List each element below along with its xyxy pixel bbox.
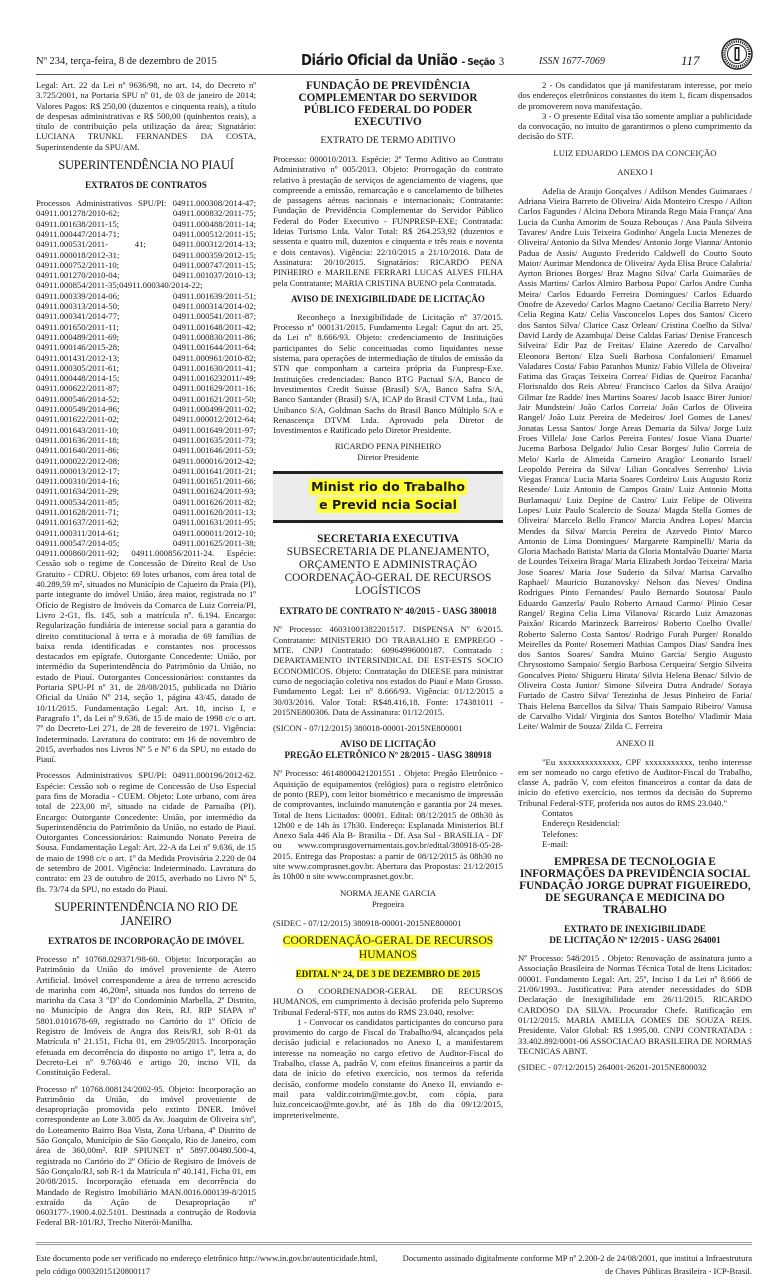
- subheading: ANEXO I: [617, 166, 653, 177]
- paragraph: Processo nº 10768.008124/2002-95. Objeto: Incorporação ao Patrimônio da União, do imóvel proveniente de desapropriação promovida pelo extinto DNER. Imóvel correspondente ao Lote 3.805 da Av. Joaquim de Oliveira s/nº, do Loteamento Bairro Boa Vista, Zona Urbana, 4º Distrito de São Gonçalo, Município de São Gonçalo, Rio de Janeiro, com área de 360,00m². RIP SPIUNET nº 5897.00480.500-4, registrada no Cartório do 2º Ofício de Registro de Imóveis de São Gonçalo/RJ, sob R-1 da Matrícula nº 40.141, Ficha 01, em 20/08/2015. Incorporação efetuada em decorrência do Mandado de Registro Imobiliário MAN.0016.000139-8/2015 extraído da Ação de Desapropriação nº 0603177-.1900.4.02.5101. Destinada a contrução de Rodovia Federal BR-101/RJ, Trecho Niterói-Manilha.: [36, 1083, 256, 1228]
- page-number: 117: [681, 53, 700, 68]
- names-list: Adelia de Araujo Gonçalves / Adilson Mendes Guimaraes / Adriana Vieira Barreto de Oliveira/ Aida Monteiro Crespo / Ailton Carlos Fagundes / Alcina Debora Miranda Rego Maia França/ Ana Lucia da Cunha Amorim de Souza Rebouças / Ana Paula Silveira Tavares/ Andre Luis Teixeira Godinho/ Angela Lucia Menezes de Oliveira/ Antonio da Silva Mendes/ Antonio Jorge Vianna/ Antonio Padua de Assis/ Augusto Frederido Caldwell do Coutto Souto Maior/ Aurimar Mendonca de Oliveira/ Ayda Elisa Bruce Calabria/ Ayrton Briones Borges/ Braz Magno Silva/ Carla Guimarães de Assis Martins/ Carlos Almiro Barbosa Pupo/ Carlos Andre Cunha Meira/ Carlos Eduardo Ferreira Domingues/ Carlos Eduardo Onofre de Azevedo/ Carlos Magno Caetano/ Cecilia Barreto Nery/ Celia Regina Katz/ Celia Vasconcelos Lopes dos Santos/ Cicero dos Santos Silva/ Clarice Casz Orlean/ Cristina Coelho da Silva/ David Lardy de Azambuja/ Deise Caldas Farias/ Denise Francesch Silveira/ Edir Paz de Freitas/ Elaine Azeredo de Carvalho/ Eleonora Berton/ Elza Sueli Barbosa Confalonieri/ Emanuel Valadares Costa/ Fabio Paranhos Muniz/ Fabio Villela de Oliveira/ Fatima das Graças Teixeira Correa/ Fidias de Queiroz Facanha/ Florisnaldo dos Reis Abreu/ Francisco Carlos da Silva Araújo/ Gilmar Ize Radde/ Ines Martins Soares/ Jacob Isaacc Birer Junior/ Jair Mundstein/ João Carlos Correia/ João Carlos de Oliveira Rangel/ João Luiz Pereira de Medeiros/ Joel Gomes de Lanes/ Jonatas Lessa Santos/ Jorge Areas Demaria da Silva/ Jorge Luiz Froes Villela/ Jose Carlos Pereira Fontes/ Josue Viana Duarte/ Jucema Barbosa Delgado/ Julio Cesar Borges/ Julio Correia de Melo/ Karla de Almeida Carneiro Aragão/ Leonardo Israel/ Leopoldo Pereira da Silva/ Lilian Goncalves Serrenho/ Livia Viegas Franca/ Lucia Maria Soares Cordeiro/ Luis Augusto Roriz Resende/ Luiz Antonio de Campos Grain/ Luiz Antonio Motta Burlamaqui/ Luiz Depine de Castro/ Luiz Felipe de Oliveira Lopes/ Luiz Paulo Scalercio de Souza/ Magda Stella Gomes de Oliveira/ Marcelo Bello Franco/ Marcia Andrea Lopes/ Marcia Mendes da Silva/ Marcia Pereira de Azevedo Pinto/ Marco Antonio de Lima Domingues/ Margarete Rampinelli/ Maria da Gloria Machado Batista/ Maria da Gloria Montalvão Duarte/ Maria de Lourdes Teixeira Braga/ Maria Elizabeth Jordao Teixeira/ Maria Jose Soares/ Maria Jose Suderio da Silva/ Marisa Carvalho Raphael/ Mauricio Buzanovsky/ Nelson das Neves/ Ondina Rodrigues Pinto Fernandes/ Paulo Bernardo Soutosa/ Paulo Eduardo Ganzerla/ Paulo Roberto Arnaud Carmo/ Plinio Cesar Rangel/ Regina Celia Lima Vilanova/ Ricardo Luiz Amazonas Paixão/ Ricardo Marinzeck Barreiros/ Roberto Coelho Ovalle/ Roberto Salerno Costa Santos/ Rodrigo Furah Purger/ Ronaldo Meirelles da Ponte/ Rosemeri Mathias Campos Dias/ Sandra Ines dos Santos Soares/ Sandra Muino Garcia/ Sergio Augusto Chrysostomo Sampaio/ Sergio Barbosa Cerqueira/ Sergio Silveira Goncalves Pinto/ Shigueru Hirata/ Silvia Helena Benac/ Silvio de Oliveira Costa Junior/ Simone Silveira Dutra Andrade/ Soraya Furtado de Castro Silva/ Terezinha de Jesus Pinheiro de Faria/ Thais Helena Barcellos da Silva/ Thais Sampaio Ribeiro/ Vanusa de Carvalho Vidal/ Virginia dos Santos Botelho/ Vladimir Maia Leite/ Walmir de Souza/ Zilda C. Ferreira: [518, 185, 753, 732]
- footer-signature-notice: Documento assinado digitalmente conforme MP nº 2.200-2 de 24/08/2001, que institui a Infraestrutura de Chaves Públicas Brasileira - ICP-Brasil.: [402, 1252, 752, 1276]
- contact-line: Endereço Residencial:: [542, 818, 620, 829]
- contact-line: Contatos: [542, 808, 573, 818]
- signer-name: LUIZ EDUARDO LEMOS DA CONCEIÇÃO: [553, 147, 717, 158]
- page-header: [36, 50, 752, 72]
- paragraph: O COORDENADOR-GERAL DE RECURSOS HUMANOS, em cumprimento à decisão proferida pelo Supremo Tribunal Federal-STF, nos autos do RMS 23.040, resolve:: [273, 985, 503, 1017]
- paragraph: "Eu xxxxxxxxxxxxxx, CPF xxxxxxxxxxx, tenho interesse em ser nomeado no cargo efetivo de Auditor-Fiscal do Trabalho, classe A, padrão V, com efeitos financeiros a contar da data de início do efetivo exercício, nos termos da decisão do Supremo Tribunal Federal-STF, proferida nos autos do RMS 23.040.": [518, 756, 752, 808]
- footer-verification: Este documento pode ser verificado no endereço eletrônico http://www.in.gov.br/autenticidade.html, pelo código 00032015120800117: [36, 1252, 378, 1276]
- paragraph: Nº Processo: 548/2015 . Objeto: Renovação de assinatura junto a Associação Brasileira de Normas Técnica Total de Itens Licitados: 00001. Fundamento Legal: Art. 25º, Inciso I da Lei nº 8.666 de 21/06/1993.. Justificativa: Para atender necessidades do SDB Declaração de Inexigibilidade em 26/11/2015. RICARDO CARDOSO DA SILVA. Procurador Chefe. Ratificação em 01/12/2015. MARIA AMELIA GOMES DE SOUZA REIS. Presidente. Valor Global: R$ 1.995,00. CNPJ CONTRATADA : 33.402.892/0001-06 ASSOCIACAO BRASILEIRA DE NORMAS TECNICAS ABNT.: [518, 953, 752, 1056]
- paragraph: 1 - Convocar os candidatos participantes do concurso para provimento do cargo de Fiscal do Trabalho/94, alcançados pela decisão judicial e relacionados no Anexo I, a manifestarem interesse na nomeação no cargo efetivo de Auditor-Fiscal do Trabalho, classe A, padrão V, com efeitos financeiros a partir da data de início do efetivo exercício, nos termos da referida decisão, conforme modelo constante do Anexo II, enviando e-mail para valdir.cotrim@mte.gov.br, com cópia, para luiz.conceicao@mte.gov.br, até às 18h do dia 09/12/2015, impreterivelmente.: [273, 1016, 503, 1120]
- paragraph: Nº Processo: 46031001382201517. DISPENSA Nº 6/2015. Contratante: MINISTERIO DO TRABALHO E EMPREGO -MTE. CNPJ Contratado: 60964996000187. Contratado : DEPARTAMENTO INTERSINDICAL DE EST-ESTS SOCIO ECONOMICOS. Objeto: Contratação do DIEESE para ministrar curso de negociação coletiva nos estados do Piauí e Mato Grosso. Fundamento Legal: Lei nº 8.666/93. Vigência: 01/12/2015 a 30/03/2016. Valor Total: R$48.416,18. Fonte: 174381011 - 2015NE800306. Data de Assinatura: 01/12/2015.: [273, 624, 503, 717]
- ministry-banner: [273, 471, 503, 523]
- paragraph: Legal: Art. 22 da Lei nº 9636/98, no art. 14, do Decreto nº 3.725/2001, na Portaria SPU nº 01, de 03 de janeiro de 2014; Valores Pagos: R$ 250,00 (duzentos e cinquenta reais), a título de despesas administrativas e R$ 500,00 (quinhentos reais), a título de contribuição pela utilização da área; Signatário: LUCIANA TRUNKL FERNANDES DA COSTA, Superintendente da SPU/AM.: [36, 80, 256, 152]
- sec-exec: SECRETARIA EXECUTIVA: [317, 533, 459, 546]
- paragraph: Reconheço a Inexigibilidade de Licitação nº 37/2015. Processo nº 000131/2015. Fundamento Legal: Caput do art. 25, da Lei nº 8.666/93. Objeto: credenciamento de Instituições participantes do Selic conceituadas como liquidantes nesse sistema, para operações de intermediação de títulos de emissão da STN que componham a carteira própria da Funpresp-Exe. Instituições credenciadas: Banco BTG Pactual S/A, Banco de Investimentos Credit Suisse (Brasil) S/A, Banco Safra S/A, Banco Santander (Brasil) S/A, ICAP do Brasil CTVM Ltda., Itaú Unibanco S/A, Goldman Sachs do Brasil Banco Múltiplo S/A e Renascença DTVM Ltda. Aprovado pela Diretor de Investimentos e Ratificado pelo Diretor Presidente.: [273, 311, 503, 436]
- contact-line: Telefones:: [542, 828, 579, 839]
- subheading: EXTRATO DE CONTRATO Nº 40/2015 - UASG 380018: [279, 606, 497, 617]
- section-number: 3: [498, 54, 504, 68]
- title-text: Diário Oficial da União: [301, 51, 458, 69]
- subheading: EXTRATOS DE INCORPORAÇÃO DE IMÓVEL: [48, 935, 244, 946]
- column-3: [518, 80, 752, 1078]
- signer-name: RICARDO PENA PINHEIRO: [334, 441, 442, 452]
- subsecretaria: SUBSECRETARIA DE PLANEJAMENTO, ORÇAMENTO E ADMINISTRAÇÃO: [286, 546, 490, 572]
- subheading: ANEXO II: [615, 737, 655, 748]
- subheading: PREGÃO ELETRÔNICO Nº 28/2015 - UASG 380918: [284, 750, 492, 761]
- contact-line: E-mail:: [542, 838, 569, 849]
- column-1: [36, 80, 256, 1234]
- section-label: - Seção: [461, 57, 495, 68]
- signer-role: Pregoeira: [371, 899, 405, 909]
- section-heading: SUPERINTENDÊNCIA NO RIO DE JANEIRO: [54, 899, 238, 928]
- subheading: EXTRATO DE TERMO ADITIVO: [320, 136, 456, 146]
- page-footer: [36, 1242, 752, 1278]
- subheading: [273, 968, 503, 980]
- paragraph: Processos Administrativos SPU/PI: 04911.000308/2014-47; 04911.001278/2010-62; 04911.000832/2011-75; 04911.001638/2011-15; 04911.000488/2011-14; 04911.000447/2014-71; 04911.000512/2011-15; 04911.000531/2011- 41; 04911.000312/2014-13; 04911.000018/2012-31; 04911.000359/2012-15; 04911.000752/2011-10; 04911.000747/2011-15; 04911.001270/2010-04; 04911.001037/2010-13; 04911.000854/2011-35;04911.000340/2014-22; 04911.000339/2014-06; 04911.001639/2011-51; 04911.000313/2014-50; 04911.000314/2014-02; 04911.000341/2014-77; 04911.000541/2011-87; 04911.001650/2011-11; 04911.001648/2011-42; 04911.000489/2011-69; 04911.000830/2011-86; 04911.000146/2015-28; 04911.001644/2011-64; 04911.001431/2012-13; 04911.000961/2010-82; 04911.000305/2011-61; 04911.001630/2011-41; 04911.000448/2014-15; 04911.0016232011/-49; 04911.000622/2011-87; 04911.001629/2011-16; 04911.000546/2014-52; 04911.001621/2011-50; 04911.000549/2014-96; 04911.000499/2011-02; 04911.001622/2011-02; 04911.000012/2012-64; 04911.001643/2011-10; 04911.001649/2011-97; 04911.001636/2011-18; 04911.001635/2011-73; 04911.001640/2011-86; 04911.001646/2011-53; 04911.000022/2012-08; 04911.000016/2012-42; 04911.000013/2012-17; 04911.001641/2011-21; 04911.000310/2014-16; 04911.001651/2011-66; 04911.001634/2011-29; 04911.001624/2011-93; 04911.000534/2011-85; 04911.001626/2011-82; 04911.001628/2011-71; 04911.001620/2011-13; 04911.001637/2011-62; 04911.001631/2011-95; 04911.000311/2014-61; 04911.000011/2012-10; 04911.000547/2014-05; 04911.001625/2011-38; 04911.000860/2011-92; 04911.000856/2011-24. Espécie: Cessão sob o regime de Concessão de Direito Real de Uso Gratuito - CDRU. Objeto: 69 lotes urbanos, com área total de 40.289,59 m², situados no Município de Cajueiro da Praia (PI), parte integrante do imóvel União, área maior, registrada no 1º Ofício de Registro de Imóveis da Comarca de Luiz Correia/PI, Livro 2-G1, fls. 145, sob a matrícula nº. 6.194. Encargo: Regularização fundiária de interesse social para a garantia do direito constitucional à terra e à moradia de 69 famílias de baixa renda identificadas e constantes nos processos destacados em epígrafe. Outorgante Concedente: União, por intermédio da Superintendência do Patrimônio da União, no estado de Piauí. Outorgantes Concessionários: constantes da Portaria SPU-PI nº 31, de 28/08/2015, publicada no Diário Oficial da União Nº 214, seção 1, página 43/45, datado de 10/11/2015. Fundamentação Legal: Art. 18, inciso I, e Paragrafo 1º, da Lei nº 9.636, de 15 de maio de 1998 c/c o art. 7º do Decreto-Lei 271, de 28 de fevereiro de 1971. Vigência: Indeterminado. Lavratura do contrato: em 16 de novembro de 2015, averbados nos Livros Nº 5 e Nº 6 da SPU, no estado do Piauí.: [36, 198, 256, 765]
- section-heading: FUNDAÇÃO DE PREVIDÊNCIA COMPLEMENTAR DO SERVIDOR PÚBLICO FEDERAL DO PODER EXECUTIVO: [298, 80, 478, 128]
- imprensa-nacional-seal-icon: [721, 38, 753, 70]
- signer-role: Diretor Presidente: [357, 453, 419, 463]
- coord-logisticos: COORDENAÇÃO-GERAL DE RECURSOS LOGÍSTICOS: [284, 572, 492, 598]
- signature: [273, 888, 503, 910]
- section-heading: [273, 934, 503, 962]
- section-heading: [273, 533, 503, 598]
- publication-title: [301, 51, 504, 69]
- contacts: [518, 808, 752, 849]
- section-heading: EMPRESA DE TECNOLOGIA E INFORMAÇÕES DA PREVIDÊNCIA SOCIAL FUNDAÇÃO JORGE DUPRAT FIGUEIREDO, DE SEGURANÇA E MEDICINA DO TRABALHO: [519, 856, 751, 917]
- paragraph: 2 - Os candidatos que já manifestaram interesse, por meio dos endereços eletrônicos constantes do item 1, ficam dispensados de promoverem nova manifestação.: [518, 80, 752, 111]
- paragraph: Processo: 000010/2013. Espécie: 2º Termo Aditivo ao Contrato Administrativo nº 005/2013. Objeto: Prorrogação do contrato relativo à prestação de serviços de agenciamento de viagens, que compreende a emissão, remarcação e o cancelamento de bilhetes de passagens aéreas nacionais e internacionais; Contratante: Fundação de Previdência Complementar do Servidor Público Federal do Poder Executivo - FUNPRESP-EXE; Contratada: Ideias Turismo Ltda. Valor Total: R$ 264.253,92 (duzentos e sessenta e quatro mil, duzentos e cinquenta e três reais e noventa e dois centavos). Vigência: 22/10/2015 a 21/10/2016. Data de Assinatura: 20/10/2015. Signatários: RICARDO PENA PINHEIRO e MARILENE FERRARI LUCAS ALVES FILHA pela Contratante; MARIA CRISTINA BUENO pela Contratada.: [273, 154, 503, 288]
- subheading: AVISO DE LICITAÇÃO: [340, 739, 436, 750]
- subheading: AVISO DE INEXIGIBILIDADE DE LICITAÇÃO: [291, 293, 485, 304]
- paragraph: Nº Processo: 46148000421201551 . Objeto: Pregão Eletrônico - Aquisição de equipamentos (relógios) para o registro eletrônico de ponto (REP), com leitor biométrico e mecanismo de impressão de comprovantes, incluindo manutenção e garantia por 24 meses. Total de Itens Licitados: 00001. Edital: 08/12/2015 de 08h30 às 12h00 e de 14h às 17h30. Endereço: Esplanada Ministerios Bl.f Anexo Sala 446 Ala B- Brasilia - Df. Asa Sul - BRASILIA - DF ou www.comprasgovernamentais.gov.br/edital/380918-05-28-2015. Entrega das Propostas: a partir de 08/12/2015 às 08h30 no site www.comprasnet.gov.br. Abertura das Propostas: 21/12/2015 às 10h00 n site www.comprasnet.gov.br.: [273, 768, 503, 882]
- column-2: [273, 80, 503, 1126]
- subheading: EXTRATO DE INEXIGIBILIDADE: [564, 924, 706, 935]
- signer-name: NORMA JEANE GARCIA: [339, 887, 437, 898]
- sidec-line: (SIDEC - 07/12/2015) 264001-26201-2015NE800032: [518, 1062, 707, 1073]
- section-heading: SUPERINTENDÊNCIA NO PIAUÍ: [58, 158, 234, 173]
- coord-rh: COORDENAÇÃO-GERAL DE RECURSOS HUMANOS: [282, 934, 494, 961]
- sidec-line: (SIDEC - 07/12/2015) 380918-00001-2015NE800001: [273, 917, 462, 928]
- paragraph: Processos Administrativos SPU/PI: 04911.000196/2012-62. Espécie: Cessão sob o regime de Concessão de Uso Especial para fins de Moradia - CUEM. Objeto: Lote urbano, com área total de 223,00 m², situado na cidade de Parnaíba (PI). Encargo: Outorgante Concedente: União, por intermédio da Superintendência do Patrimônio da União, no estado de Piauí. Outorgantes Concessionários: Raimundo Nonato Pereira de Sousa. Fundamentação Legal: Art. 22-A da Lei nº 9.636, de 15 de maio de 1998 c/c o art. 1º da Medida Provisória 2.220 de 04 de setembro de 2001. Vigência: Indeterminado. Lavratura do contrato: em 23 de outubro de 2015, averbado no Livro Nº 5, fls. 73/74 da SPU, no estado do Piauí.: [36, 770, 256, 894]
- subheading: DE LICITAÇÃO Nº 12/2015 - UASG 264001: [549, 935, 721, 946]
- header-rule: [36, 74, 752, 75]
- signature: [273, 441, 503, 463]
- ministry-line-2: e Previd ncia Social: [319, 497, 457, 513]
- paragraph: Processo nº 10768.029371/98-60. Objeto: Incorporação ao Patrimônio da União do imóvel proveniente de Aterro Artificial. Imóvel correspondente a área de terreno acrescido de marinha com 46,20m², situada nos fundos do terreno de marinha da Casa 3 "D" do Condomínio Marbella, 2º Distrito, no Município de Angra dos Reis, RJ. RIP SIAPA nº 5801.0101678-69, registrado no Cartório do 1º Ofício de Registro de Imóveis de Angra dos Reis/RJ, sob R-01 da Matrícula nº 21.151, Ficha 01, em 29/05/2015. Incorporação efetuada em decorrência do disposto no artigo 1º, letra a, do Decreto-Lei nº 9.760/46 e artigo 20, inciso VII, da Constituição Federal.: [36, 953, 256, 1078]
- subheading: EXTRATOS DE CONTRATOS: [85, 180, 207, 191]
- edital-title: EDITAL Nº 24, DE 3 DE DEZEMBRO DE 2015: [295, 968, 481, 979]
- sicon-line: (SICON - 07/12/2015) 380018-00001-2015NE800001: [273, 723, 463, 734]
- paragraph: 3 - O presente Edital visa tão somente ampliar a publicidade da convocação, no intuito de garantirmos o pleno cumprimento da decisão do STF.: [518, 110, 752, 142]
- issn: ISSN 1677-7069: [539, 56, 605, 67]
- issue-date: Nº 234, terça-feira, 8 de dezembro de 2015: [36, 56, 217, 67]
- ministry-line-1: Minist rio do Trabalho: [311, 479, 465, 495]
